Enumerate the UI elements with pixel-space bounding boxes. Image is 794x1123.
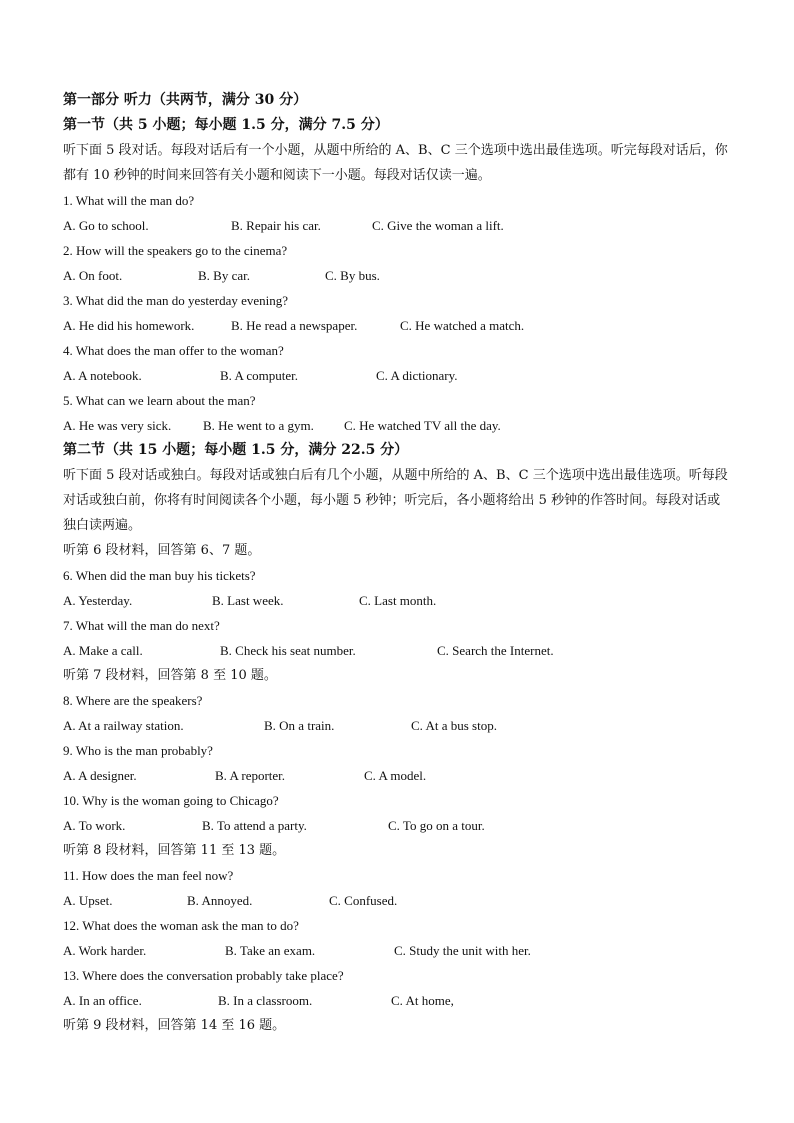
option-b: B. Check his seat number. bbox=[220, 643, 356, 658]
material-9-note: 听第 9 段材料，回答第 14 至 16 题。 bbox=[63, 1018, 286, 1033]
option-a: A. At a railway station. bbox=[63, 718, 184, 733]
material-8-note: 听第 8 段材料，回答第 11 至 13 题。 bbox=[63, 843, 286, 858]
options-6 bbox=[63, 588, 733, 613]
options-11 bbox=[63, 888, 733, 913]
option-a: A. In an office. bbox=[63, 993, 142, 1008]
question-3: 3. What did the man do yesterday evening? bbox=[63, 293, 289, 308]
exam-page bbox=[63, 88, 733, 1038]
options-7 bbox=[63, 638, 733, 663]
option-a: A. Upset. bbox=[63, 893, 113, 908]
option-b: B. In a classroom. bbox=[218, 993, 313, 1008]
option-a: A. Make a call. bbox=[63, 643, 143, 658]
question-10: 10. Why is the woman going to Chicago? bbox=[63, 793, 279, 808]
options-5 bbox=[63, 413, 733, 438]
option-a: A. On foot. bbox=[63, 268, 123, 283]
options-10 bbox=[63, 813, 733, 838]
option-a: A. Work harder. bbox=[63, 943, 147, 958]
option-c: C. He watched TV all the day. bbox=[344, 418, 501, 433]
section2-instruction: 听下面 5 段对话或独白。每段对话或独白后有几个小题，从题中所给的 A、B、C 三个选项中选出最佳选项。听每段对话或独白前，你将有时间阅读各个小题，每小题 5 秒钟；听完后，各小题将给出 5 秒钟的作答时间。每段对话或独白读两遍。 bbox=[63, 468, 728, 533]
options-4 bbox=[63, 363, 733, 388]
question-7: 7. What will the man do next? bbox=[63, 618, 220, 633]
option-a: A. He did his homework. bbox=[63, 318, 195, 333]
option-c: C. A model. bbox=[364, 768, 427, 783]
option-c: C. At home, bbox=[391, 993, 454, 1008]
question-4: 4. What does the man offer to the woman? bbox=[63, 343, 284, 358]
question-5: 5. What can we learn about the man? bbox=[63, 393, 256, 408]
options-13 bbox=[63, 988, 733, 1013]
material-7-note: 听第 7 段材料，回答第 8 至 10 题。 bbox=[63, 668, 277, 683]
section1-instruction: 听下面 5 段对话。每段对话后有一个小题，从题中所给的 A、B、C 三个选项中选出最佳选项。听完每段对话后，你都有 10 秒钟的时间来回答有关小题和阅读下一小题。每段对话仅读一遍。 bbox=[63, 143, 728, 183]
options-2 bbox=[63, 263, 733, 288]
options-3 bbox=[63, 313, 733, 338]
option-c: C. To go on a tour. bbox=[388, 818, 485, 833]
question-11: 11. How does the man feel now? bbox=[63, 868, 234, 883]
material-6-note: 听第 6 段材料，回答第 6、7 题。 bbox=[63, 543, 261, 558]
section1-title: 第一节（共 5 小题；每小题 1.5 分，满分 7.5 分） bbox=[63, 117, 389, 133]
option-b: B. He read a newspaper. bbox=[231, 318, 358, 333]
options-9 bbox=[63, 763, 733, 788]
option-c: C. Last month. bbox=[359, 593, 437, 608]
option-c: C. By bus. bbox=[325, 268, 380, 283]
option-c: C. A dictionary. bbox=[376, 368, 458, 383]
option-b: B. Annoyed. bbox=[187, 893, 253, 908]
option-a: A. Go to school. bbox=[63, 218, 149, 233]
option-b: B. To attend a party. bbox=[202, 818, 307, 833]
option-a: A. A notebook. bbox=[63, 368, 142, 383]
option-c: C. Study the unit with her. bbox=[394, 943, 531, 958]
option-b: B. He went to a gym. bbox=[203, 418, 314, 433]
options-12 bbox=[63, 938, 733, 963]
option-c: C. He watched a match. bbox=[400, 318, 525, 333]
options-1 bbox=[63, 213, 733, 238]
question-1: 1. What will the man do? bbox=[63, 193, 195, 208]
option-b: B. Take an exam. bbox=[225, 943, 316, 958]
options-8 bbox=[63, 713, 733, 738]
option-b: B. On a train. bbox=[264, 718, 335, 733]
option-c: C. Search the Internet. bbox=[437, 643, 554, 658]
option-a: A. Yesterday. bbox=[63, 593, 133, 608]
question-2: 2. How will the speakers go to the cinema? bbox=[63, 243, 288, 258]
option-b: B. By car. bbox=[198, 268, 250, 283]
option-c: C. Give the woman a lift. bbox=[372, 218, 504, 233]
option-b: B. A computer. bbox=[220, 368, 298, 383]
question-8: 8. Where are the speakers? bbox=[63, 693, 203, 708]
option-c: C. Confused. bbox=[329, 893, 398, 908]
section2-title: 第二节（共 15 小题；每小题 1.5 分，满分 22.5 分） bbox=[63, 442, 409, 458]
question-6: 6. When did the man buy his tickets? bbox=[63, 568, 256, 583]
part1-title: 第一部分 听力（共两节，满分 30 分） bbox=[63, 92, 308, 108]
question-13: 13. Where does the conversation probably take place? bbox=[63, 968, 344, 983]
option-c: C. At a bus stop. bbox=[411, 718, 497, 733]
question-9: 9. Who is the man probably? bbox=[63, 743, 213, 758]
option-a: A. To work. bbox=[63, 818, 126, 833]
option-a: A. A designer. bbox=[63, 768, 137, 783]
option-b: B. Repair his car. bbox=[231, 218, 321, 233]
question-12: 12. What does the woman ask the man to do? bbox=[63, 918, 299, 933]
option-a: A. He was very sick. bbox=[63, 418, 172, 433]
option-b: B. Last week. bbox=[212, 593, 284, 608]
option-b: B. A reporter. bbox=[215, 768, 286, 783]
